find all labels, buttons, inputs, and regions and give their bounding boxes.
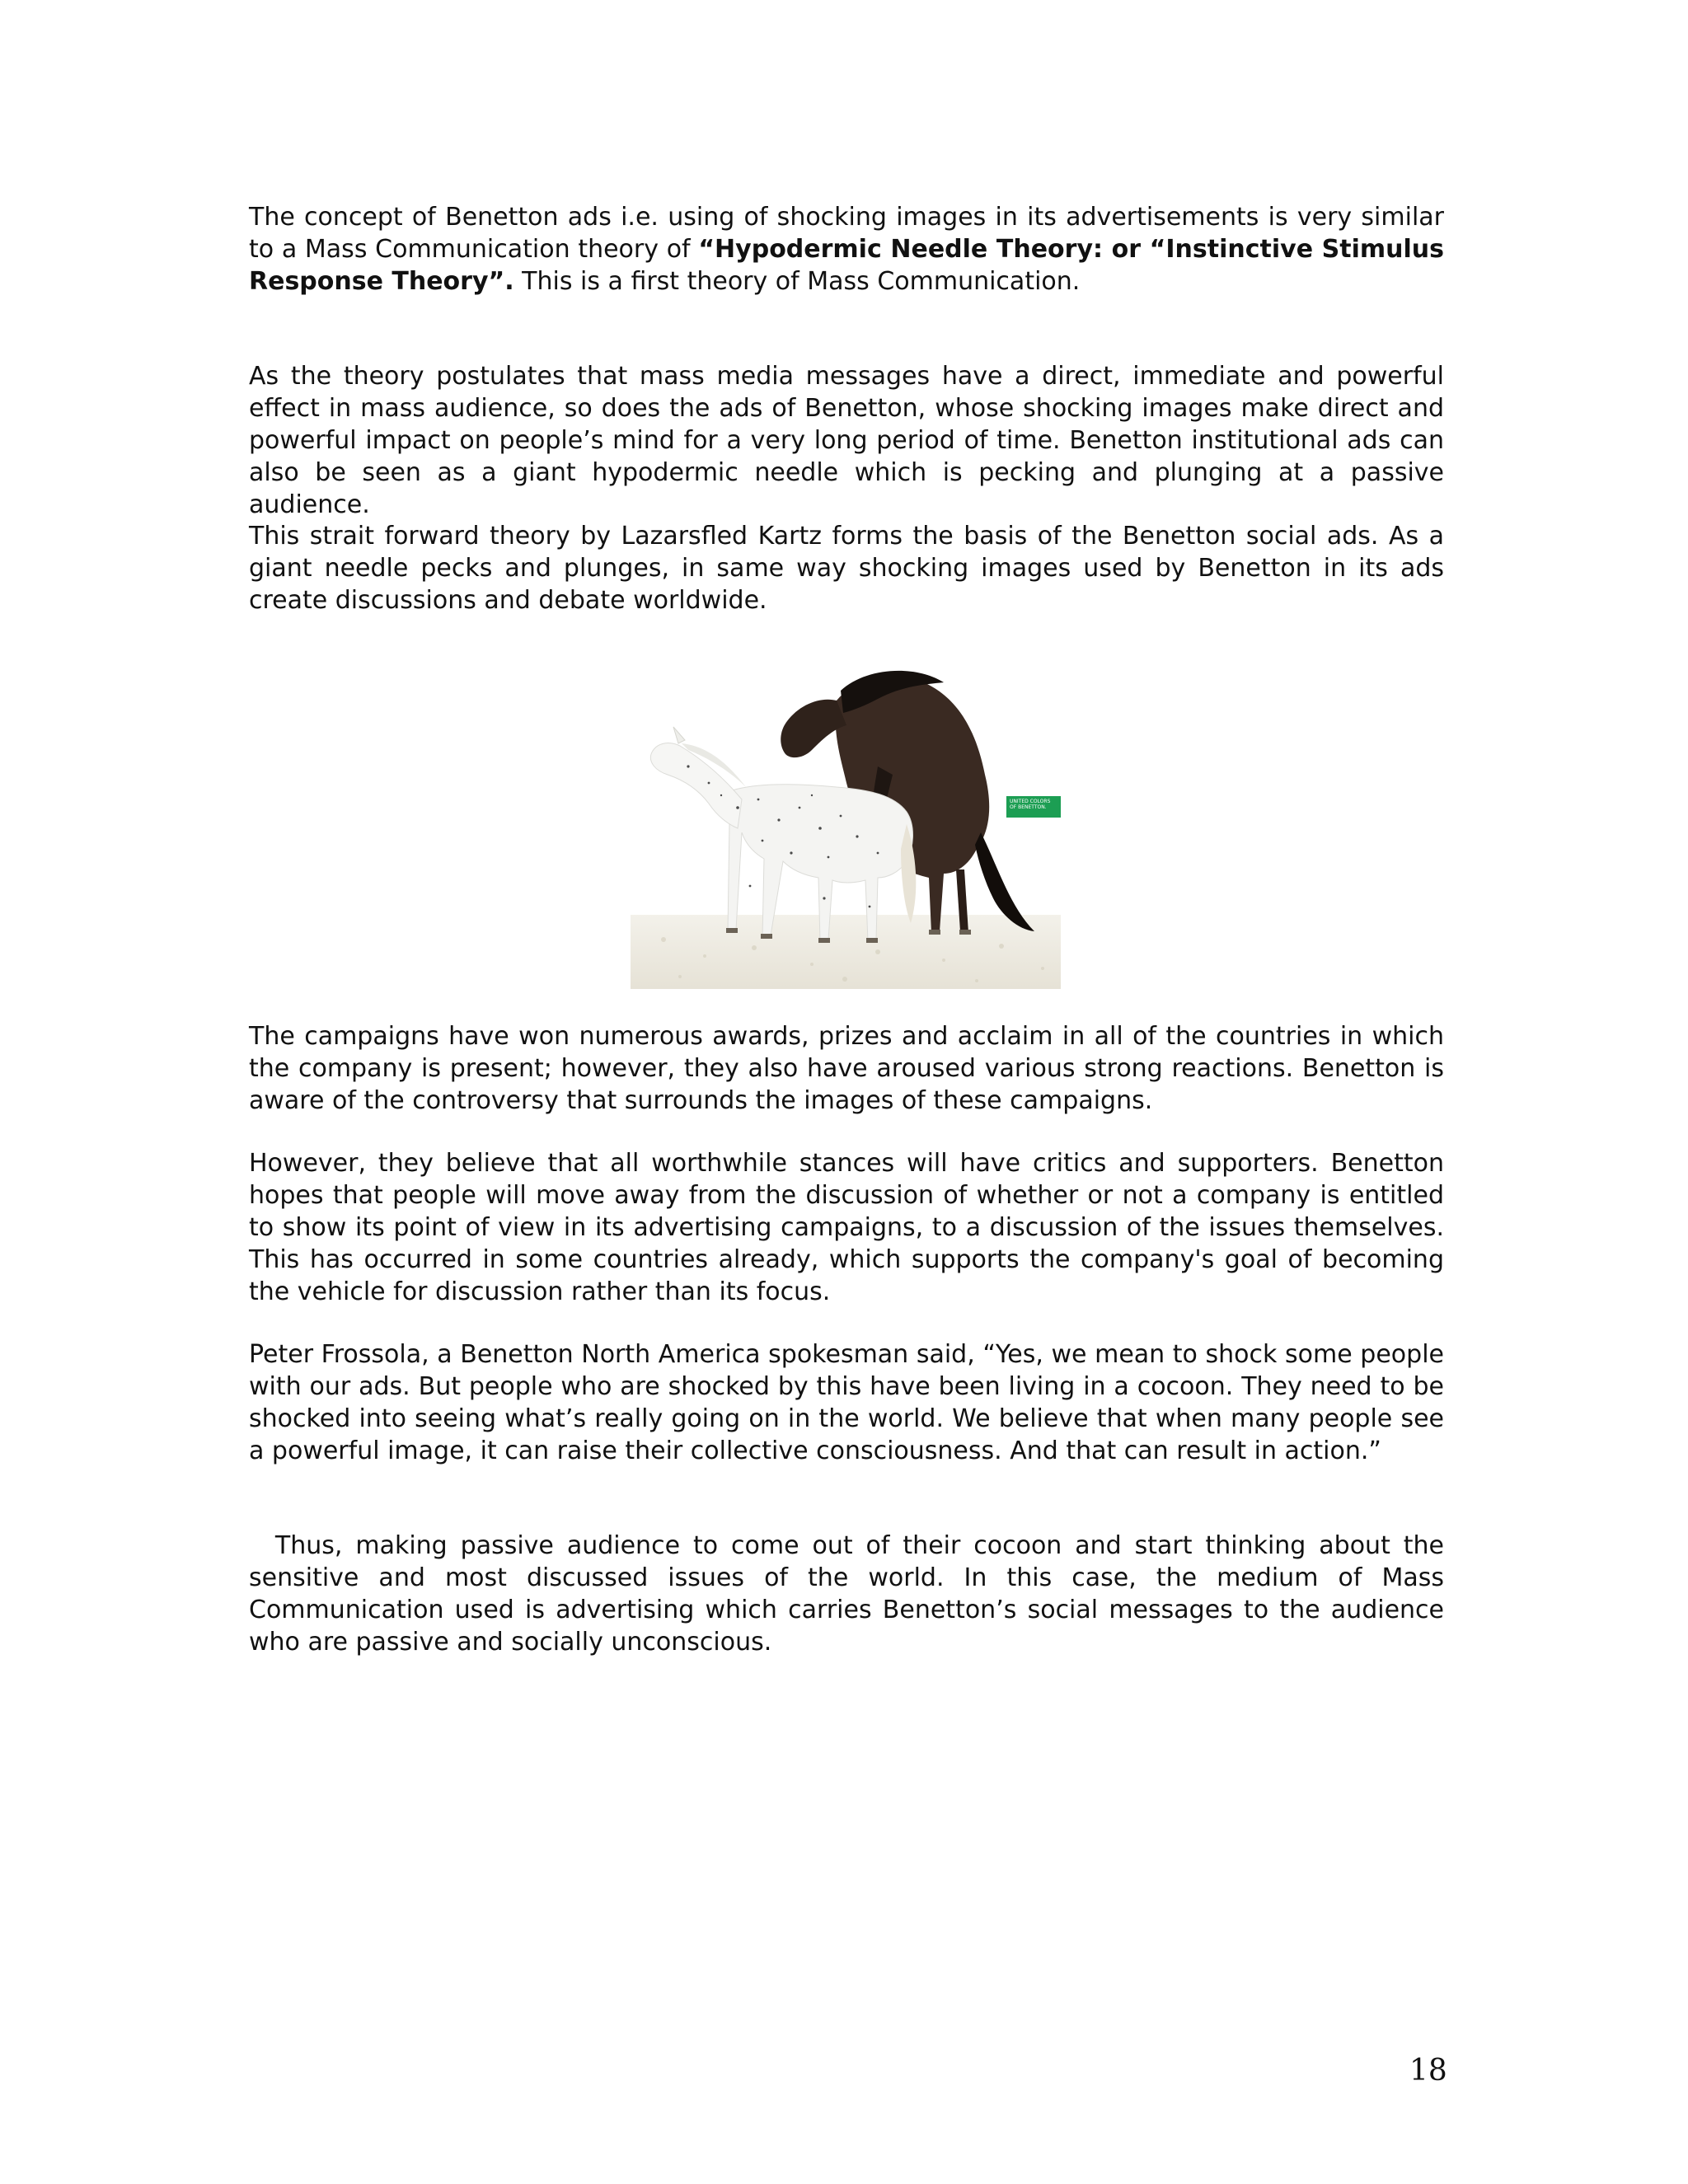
- paragraph-text: This is a first theory of Mass Communication.: [513, 267, 1081, 296]
- paragraph-theory-postulates: As the theory postulates that mass media messages have a direct, immediate and powerful effect in mass audience, so does the ads of Benetton, whose shocking images make direct and powerful impact on people’s mind for a very long period of time. Benetton institutional ads can also be seen as a giant hypodermic needle which is pecking and plunging at a passive audience.: [249, 362, 1444, 519]
- paragraph-conclusion: Thus, making passive audience to come out of their cocoon and start thinking about the sensitive and most discussed issues of the world. In this case, the medium of Mass Communication used is advertising which carries Benetton’s social messages to the audience who are passive and socially unconscious.: [249, 1531, 1452, 1657]
- logo-line-1: UNITED COLORS: [1010, 799, 1051, 804]
- horses-illustration: [631, 668, 1061, 989]
- logo-line-2: OF BENETTON.: [1010, 804, 1047, 810]
- theory-name-bold: “Hypodermic Needle Theory: or “Instinctive Stimulus Response Theory”.: [249, 235, 1445, 296]
- united-colors-logo: [1006, 796, 1061, 818]
- paragraph-critics-supporters: However, they believe that all worthwhile stances will have critics and supporters. Benetton hopes that people will move away from the discussion of whether or not a company is entitled to show its point of view in its advertising campaigns, to a discussion of the issues themselves. This has occurred in some countries already, which supports the company's goal of becoming the vehicle for discussion rather than its focus.: [249, 1149, 1444, 1306]
- paragraph-campaign-awards: The campaigns have won numerous awards, prizes and acclaim in all of the countries in which the company is present; however, they also have aroused various strong reactions. Benetton is aware of the controversy that surrounds the images of these campaigns.: [249, 1022, 1444, 1115]
- paragraph-spokesman-quote: Peter Frossola, a Benetton North America spokesman said, “Yes, we mean to shock some people with our ads. But people who are shocked by this have been living in a cocoon. They need to be shocked into seeing what’s really going on in the world. We believe that when many people see a powerful image, it can raise their collective consciousness. And that can result in action.”: [249, 1340, 1444, 1465]
- benetton-horses-ad-image: [631, 668, 1061, 989]
- paragraph-text: The concept of Benetton ads i.e. using of shocking images in its advertisements is very similar to a Mass Communication theory of: [249, 203, 1444, 264]
- paragraph-lazarsfeld: This strait forward theory by Lazarsfled Kartz forms the basis of the Benetton social ads. As a giant needle pecks and plunges, in same way shocking images used by Benetton in its ads create discussions and debate worldwide.: [249, 522, 1444, 615]
- paragraph-hypodermic-theory: [249, 201, 1444, 298]
- page-number: 18: [1409, 2054, 1447, 2088]
